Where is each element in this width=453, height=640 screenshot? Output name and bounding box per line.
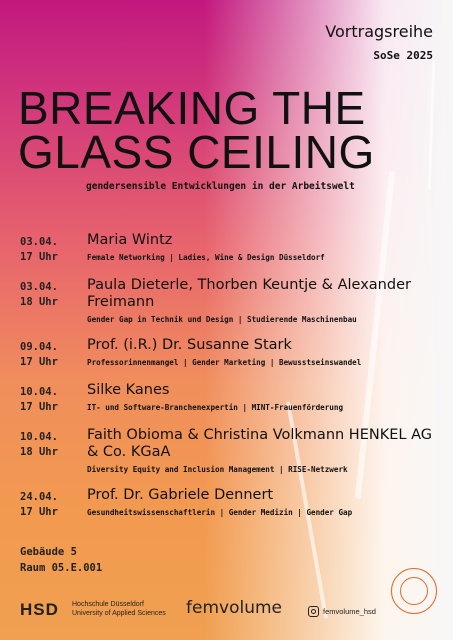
event-speaker: Faith Obioma & Christina Volkmann HENKEL AG & Co. KGaA (87, 427, 432, 460)
event-speaker: Prof. (i.R.) Dr. Susanne Stark (87, 337, 292, 353)
event-speaker: Maria Wintz (87, 232, 173, 248)
event-date: 03.04. (20, 236, 58, 248)
hsd-name (72, 600, 166, 618)
event-date: 10.04. (20, 431, 58, 443)
instagram-icon (308, 606, 319, 617)
event-date-time (20, 487, 87, 520)
footer (0, 594, 453, 630)
event-time: 17 Uhr (20, 251, 58, 263)
event-item (20, 487, 440, 520)
event-time: 18 Uhr (20, 296, 58, 308)
event-item (20, 427, 440, 475)
event-description: Professorinnenmangel | Gender Marketing | Bewusstseinswandel (87, 358, 362, 367)
seal-icon (391, 568, 437, 614)
title-line-1: BREAKING THE (18, 82, 366, 134)
event-item (20, 277, 440, 325)
event-date-time (20, 382, 87, 415)
instagram-handle-group[interactable] (308, 606, 376, 617)
series-title: Vortragsreihe (325, 22, 433, 41)
location-building: Gebäude 5 (20, 546, 77, 558)
event-time: 17 Uhr (20, 356, 58, 368)
event-time: 17 Uhr (20, 506, 58, 518)
event-speaker: Paula Dieterle, Thorben Keuntje & Alexander Freimann (87, 277, 411, 310)
event-description: IT- und Software-Branchenexpertin | MINT-Frauenförderung (87, 403, 344, 412)
event-description: Diversity Equity and Inclusion Management | RISE-Netzwerk (87, 465, 348, 474)
event-date: 03.04. (20, 281, 58, 293)
event-date-time (20, 427, 87, 475)
location (20, 544, 102, 576)
event-date: 10.04. (20, 386, 58, 398)
event-speaker: Prof. Dr. Gabriele Dennert (87, 487, 274, 503)
location-room: Raum 05.E.001 (20, 562, 103, 574)
title-line-2: GLASS CEILING (18, 126, 375, 178)
event-date-time (20, 232, 87, 265)
event-date: 09.04. (20, 341, 58, 353)
event-list (20, 232, 440, 532)
term-label: SoSe 2025 (373, 49, 433, 62)
event-time: 17 Uhr (20, 401, 58, 413)
femvolume-logo: femvolume (186, 598, 282, 618)
hsd-name-line2: University of Applied Sciences (72, 610, 166, 617)
poster-title (18, 82, 438, 178)
event-time: 18 Uhr (20, 446, 58, 458)
event-date-time (20, 337, 87, 370)
event-description: Female Networking | Ladies, Wine & Design Düsseldorf (87, 253, 325, 262)
header (325, 22, 433, 62)
poster-subtitle: gendersensible Entwicklungen in der Arbeitswelt (86, 181, 355, 192)
event-description: Gender Gap in Technik und Design | Studierende Maschinenbau (87, 315, 357, 324)
hsd-name-line1: Hochschule Düsseldorf (72, 601, 144, 608)
event-item (20, 382, 440, 415)
event-description: Gesundheitswissenschaftlerin | Gender Medizin | Gender Gap (87, 508, 353, 517)
hsd-logo: HSD (20, 600, 59, 619)
event-speaker: Silke Kanes (87, 382, 170, 398)
instagram-handle: femvolume_hsd (323, 607, 376, 616)
event-item (20, 232, 440, 265)
event-item (20, 337, 440, 370)
event-date: 24.04. (20, 491, 58, 503)
event-date-time (20, 277, 87, 325)
